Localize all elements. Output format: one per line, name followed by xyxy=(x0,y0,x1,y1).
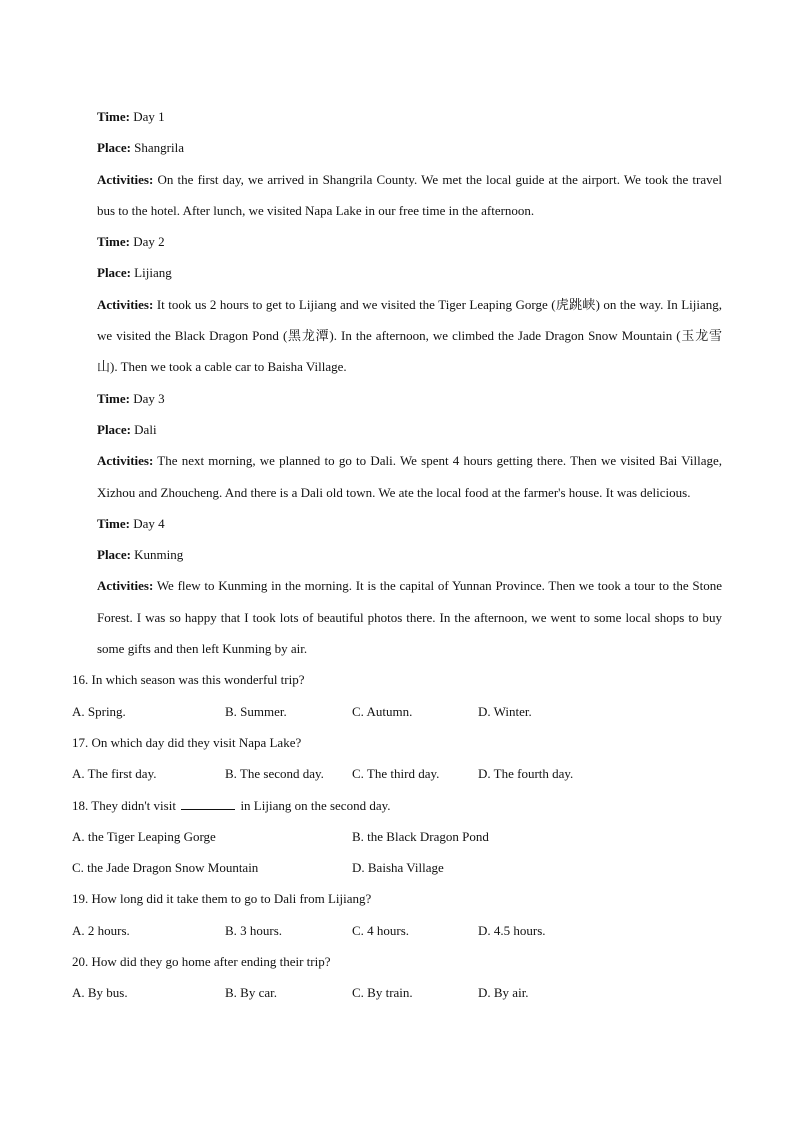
activities-paragraph xyxy=(72,164,722,227)
activities-text: On the first day, we arrived in Shangrila County. We met the local guide at the airport. We took the travel bus to the hotel. After lunch, we visited Napa Lake in our free time in the afternoon. xyxy=(97,171,722,218)
time-label: Time: xyxy=(97,515,130,531)
option-b: B. the Black Dragon Pond xyxy=(352,828,489,844)
time-label: Time: xyxy=(97,234,130,250)
option-c: C. 4 hours. xyxy=(352,922,410,938)
option-a: A. Spring. xyxy=(72,703,126,719)
time-line xyxy=(72,383,722,414)
question-number: 20. xyxy=(72,954,89,970)
time-label: Time: xyxy=(97,109,130,124)
option-b: B. Summer. xyxy=(225,703,287,719)
activities-label: Activities: xyxy=(97,296,154,312)
activities-text: We flew to Kunming in the morning. It is the capital of Yunnan Province. Then we took a tour to the Stone Forest. I was so happy that I took lots of beautiful photos there. In the afternoon, we went to some local shops to buy some gifts and then left Kunming by air. xyxy=(97,578,722,657)
question-number: 19. xyxy=(72,891,89,907)
option-a: A. By bus. xyxy=(72,985,128,1001)
time-line xyxy=(72,226,722,257)
options-row xyxy=(72,696,722,727)
question-text: How long did it take them to go to Dali from Lijiang? xyxy=(88,891,372,907)
time-label: Time: xyxy=(97,390,130,406)
place-value: Kunming xyxy=(130,547,184,563)
options-row xyxy=(72,977,722,1008)
option-b: B. 3 hours. xyxy=(225,922,283,938)
activities-paragraph xyxy=(72,289,722,383)
question-text-after: in Lijiang on the second day. xyxy=(237,797,391,813)
place-value: Shangrila xyxy=(130,140,184,156)
question-number: 18. xyxy=(72,797,89,813)
time-value: Day 4 xyxy=(129,515,165,531)
question-text: In which season was this wonderful trip? xyxy=(88,672,305,688)
question-stem xyxy=(72,727,722,758)
option-a: A. The first day. xyxy=(72,766,157,782)
question-number: 16. xyxy=(72,672,89,688)
place-label: Place: xyxy=(97,421,131,437)
options-row xyxy=(72,852,722,883)
place-label: Place: xyxy=(97,140,131,156)
options-row xyxy=(72,915,722,946)
question-text: On which day did they visit Napa Lake? xyxy=(88,734,302,750)
place-value: Lijiang xyxy=(130,265,172,281)
time-value: Day 3 xyxy=(129,390,165,406)
activities-label: Activities: xyxy=(97,171,154,187)
option-d: D. By air. xyxy=(478,985,529,1001)
option-d: D. 4.5 hours. xyxy=(478,922,546,938)
option-c: C. The third day. xyxy=(352,766,440,782)
option-b: B. By car. xyxy=(225,985,277,1001)
option-d: D. Winter. xyxy=(478,703,532,719)
place-label: Place: xyxy=(97,547,131,563)
option-c: C. the Jade Dragon Snow Mountain xyxy=(72,860,259,876)
activities-paragraph xyxy=(72,570,722,664)
document-page xyxy=(72,101,722,1009)
option-b: B. The second day. xyxy=(225,766,324,782)
option-a: A. the Tiger Leaping Gorge xyxy=(72,828,216,844)
place-line xyxy=(72,132,722,163)
activities-label: Activities: xyxy=(97,453,154,469)
question-number: 17. xyxy=(72,734,89,750)
question-stem xyxy=(72,790,722,821)
options-row xyxy=(72,821,722,852)
option-d: D. The fourth day. xyxy=(478,766,574,782)
place-line xyxy=(72,257,722,288)
question-stem xyxy=(72,883,722,914)
activities-text: The next morning, we planned to go to Dali. We spent 4 hours getting there. Then we visited Bai Village, Xizhou and Zhoucheng. And there is a Dali old town. We ate the local food at the farmer's house. It was delicious. xyxy=(97,453,722,500)
time-value: Day 2 xyxy=(129,234,165,250)
time-line xyxy=(72,508,722,539)
question-stem xyxy=(72,946,722,977)
activities-label: Activities: xyxy=(97,578,154,594)
option-c: C. By train. xyxy=(352,985,413,1001)
question-text: How did they go home after ending their trip? xyxy=(88,954,331,970)
option-d: D. Baisha Village xyxy=(352,860,444,876)
question-stem xyxy=(72,664,722,695)
question-text-before: They didn't visit xyxy=(88,797,180,813)
time-line xyxy=(72,101,722,132)
place-line xyxy=(72,539,722,570)
options-row xyxy=(72,758,722,789)
activities-paragraph xyxy=(72,445,722,508)
activities-text: It took us 2 hours to get to Lijiang and we visited the Tiger Leaping Gorge (虎跳峡) on the way. In Lijiang, we visited the Black Dragon Pond (黑龙潭). In the afternoon, we climbed the Jade Dragon Snow Mountain (玉龙雪山). Then we took a cable car to Baisha Village. xyxy=(97,296,722,375)
place-label: Place: xyxy=(97,265,131,281)
place-value: Dali xyxy=(130,421,157,437)
place-line xyxy=(72,414,722,445)
option-c: C. Autumn. xyxy=(352,703,413,719)
time-value: Day 1 xyxy=(129,109,165,124)
option-a: A. 2 hours. xyxy=(72,922,130,938)
answer-blank xyxy=(181,798,235,810)
